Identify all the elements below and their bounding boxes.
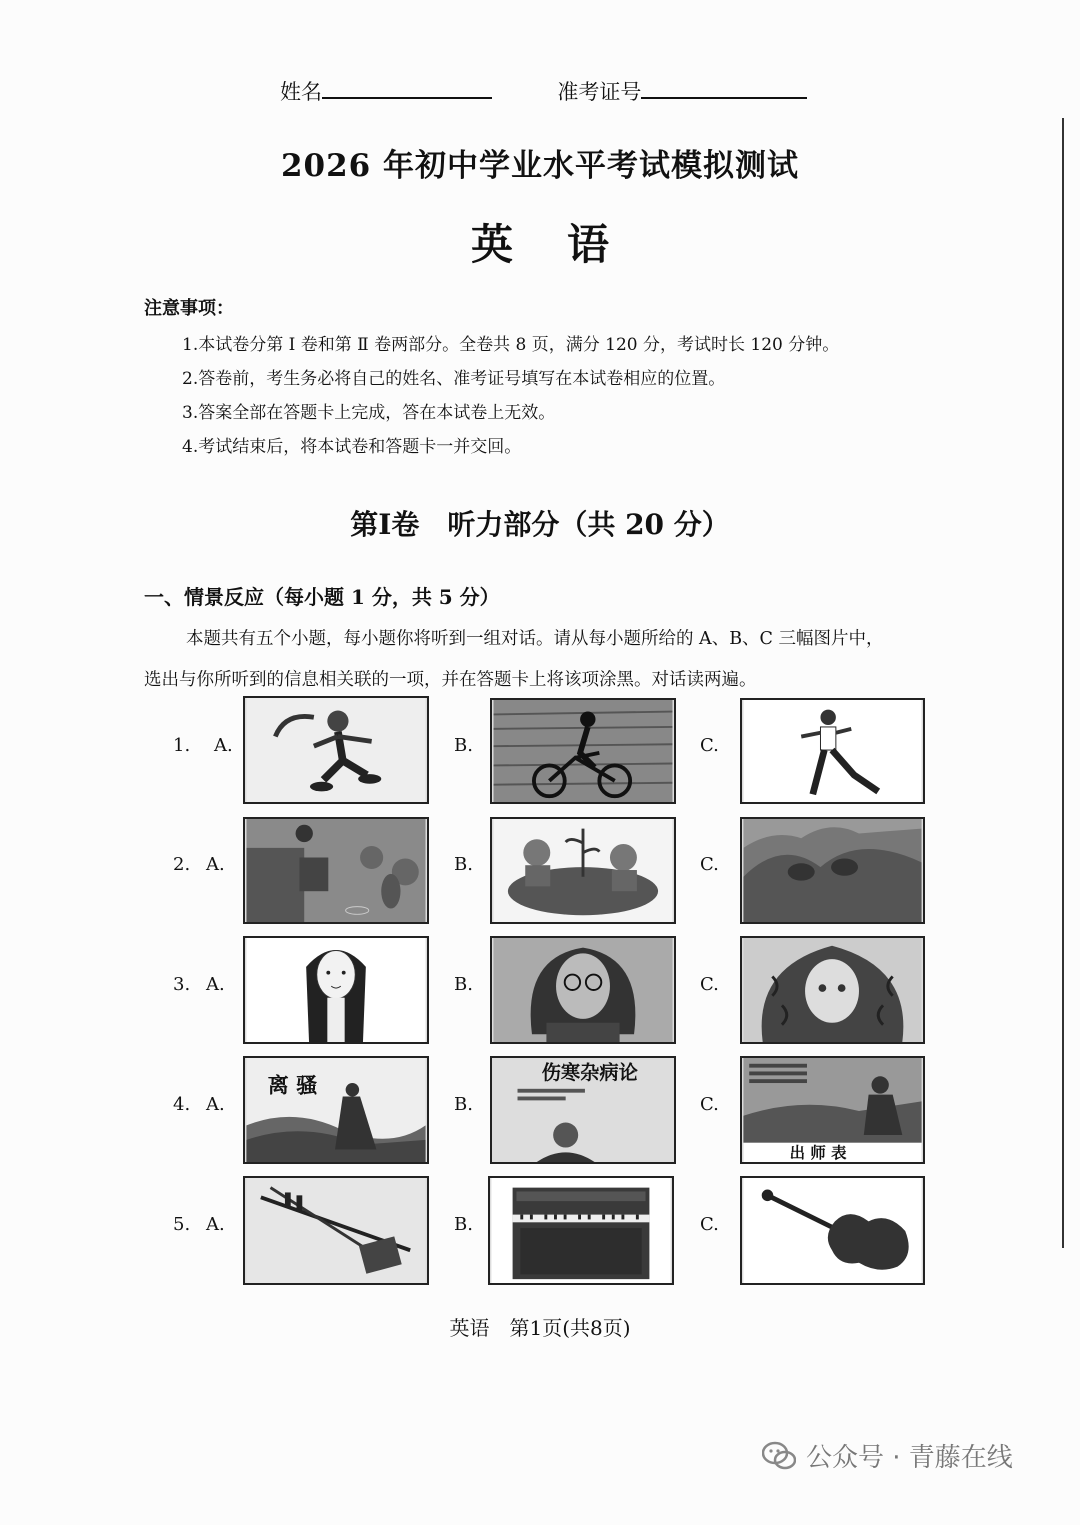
option-label: B. (454, 974, 473, 995)
option-label: B. (454, 735, 473, 756)
option-label: A. (206, 854, 225, 875)
option-label: C. (700, 1214, 719, 1235)
section-heading: 一、情景反应（每小题 1 分，共 5 分） (144, 585, 500, 609)
part-heading: 第Ⅰ卷 听力部分（共 20 分） (350, 508, 730, 541)
watermark (762, 1437, 1013, 1474)
exam-id-label: 准考证号 (557, 80, 642, 104)
question-number: 5. (173, 1214, 191, 1235)
picture-kids-planting[interactable] (490, 817, 676, 924)
picture-long-straight-hair[interactable] (243, 936, 429, 1044)
notice-item: 1.本试卷分第 Ⅰ 卷和第 Ⅱ 卷两部分。全卷共 8 页，满分 120 分，考试时长 120 分钟。 (182, 335, 840, 355)
picture-rainy-window[interactable] (243, 817, 429, 924)
option-label: B. (454, 854, 473, 875)
option-label: C. (700, 1094, 719, 1115)
name-label: 姓名 (280, 80, 322, 104)
option-label: A. (206, 1094, 225, 1115)
watermark-text: 公众号 · 青藤在线 (806, 1443, 1013, 1473)
page-edge-rule (1062, 118, 1064, 1248)
picture-piano[interactable] (488, 1176, 674, 1285)
exam-title: 2026 年初中学业水平考试模拟测试 (280, 148, 800, 184)
question-number: 4. (173, 1094, 191, 1115)
picture-jogger[interactable] (740, 698, 925, 804)
notice-item: 3.答案全部在答题卡上完成，答在本试卷上无效。 (182, 403, 556, 423)
question-number: 3. (173, 974, 191, 995)
picture-violin[interactable] (740, 1176, 925, 1285)
option-label: A. (206, 1214, 225, 1235)
question-number: 2. (173, 854, 191, 875)
caption-chushibiao: 出 师 表 (789, 1144, 847, 1162)
question-number: 1. (173, 735, 191, 756)
option-label: B. (454, 1214, 473, 1235)
option-label: C. (700, 735, 719, 756)
picture-lisao-poet[interactable] (243, 1056, 429, 1164)
picture-mountain-landscape[interactable] (740, 817, 925, 924)
option-label: B. (454, 1094, 473, 1115)
candidate-header (280, 75, 807, 106)
instruction-line: 本题共有五个小题，每小题你将听到一组对话。请从每小题所给的 A、B、C 三幅图片中， (186, 629, 884, 649)
notice-item: 2.答卷前，考生务必将自己的姓名、准考证号填写在本试卷相应的位置。 (182, 369, 726, 389)
option-label: A. (214, 735, 233, 756)
picture-cyclist[interactable] (490, 698, 676, 804)
caption-lisao: 离 骚 (267, 1072, 318, 1098)
name-blank[interactable] (322, 75, 492, 99)
picture-chushibiao-scene[interactable] (740, 1056, 925, 1164)
picture-curly-hair[interactable] (740, 936, 925, 1044)
notice-item: 4.考试结束后，将本试卷和答题卡一并交回。 (182, 437, 522, 457)
page-footer: 英语 第1页(共8页) (449, 1316, 631, 1340)
picture-girl-skating[interactable] (243, 696, 429, 804)
option-label: A. (206, 974, 225, 995)
picture-glasses-woman[interactable] (490, 936, 676, 1044)
option-label: C. (700, 974, 719, 995)
picture-erhu[interactable] (243, 1176, 429, 1285)
option-label: C. (700, 854, 719, 875)
caption-shanghan: 伤寒杂病论 (541, 1061, 638, 1085)
subject-title: 英语 (470, 220, 663, 269)
wechat-icon (762, 1441, 796, 1471)
picture-shanghan-book[interactable] (490, 1056, 676, 1164)
exam-id-blank[interactable] (641, 75, 807, 99)
instruction-line: 选出与你所听到的信息相关联的一项，并在答题卡上将该项涂黑。对话读两遍。 (144, 670, 757, 690)
notice-heading: 注意事项： (144, 298, 234, 319)
